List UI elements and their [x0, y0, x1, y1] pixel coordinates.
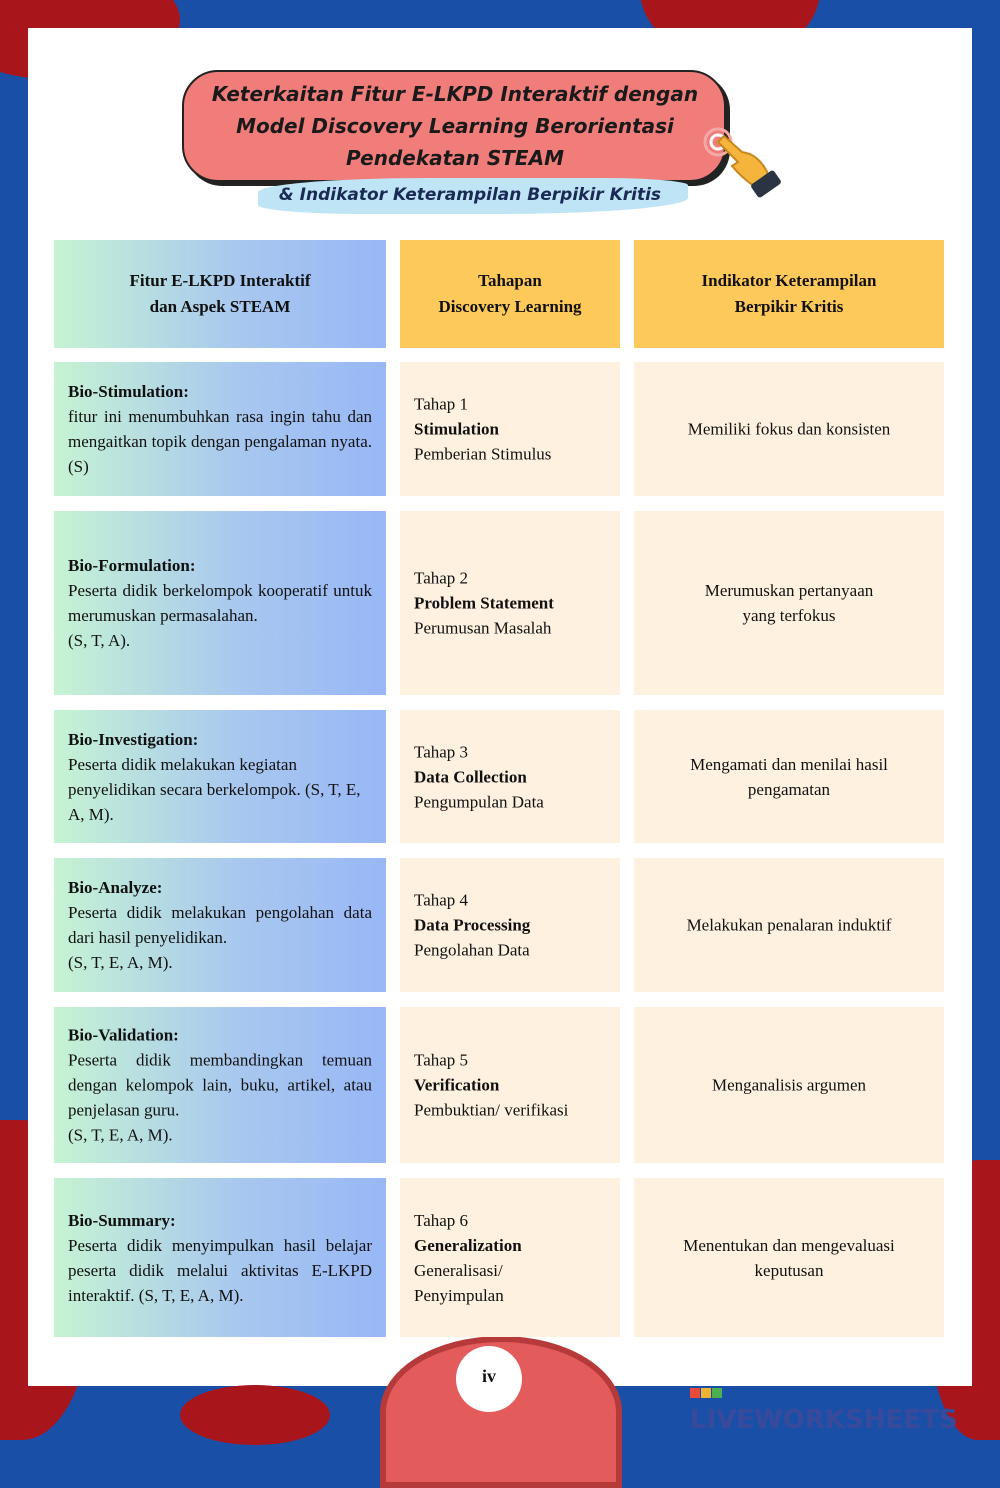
- title-line: Model Discovery Learning Berorientasi: [236, 114, 674, 138]
- header-label: Fitur E-LKPD Interaktif dan Aspek STEAM: [129, 271, 311, 316]
- table-row-stage: [400, 362, 620, 496]
- stage-name: Stimulation: [414, 419, 500, 439]
- table-row-stage: [400, 511, 620, 695]
- indicator-text: Mengamati dan menilai hasil pengamatan: [690, 754, 888, 799]
- table-row-indicator: [634, 511, 944, 695]
- feature-description: Peserta didik menyimpulkan hasil belajar peserta didik melalui aktivitas E-LKPD interaktif. (S, T, E, A, M).: [68, 1235, 372, 1305]
- page-title: [200, 78, 710, 174]
- feature-description: Peserta didik membandingkan temuan dengan kelompok lain, buku, artikel, atau penjelasan guru. (S, T, E, A, M).: [68, 1050, 372, 1145]
- indicator-text: Melakukan penalaran induktif: [686, 915, 892, 935]
- stage-number: Tahap 5: [414, 1050, 469, 1070]
- feature-title: Bio-Investigation:: [68, 729, 199, 749]
- feature-title: Bio-Formulation:: [68, 556, 196, 575]
- stage-description: Perumusan Masalah: [414, 618, 552, 638]
- stage-number: Tahap 4: [414, 890, 469, 910]
- stage-name: Data Collection: [414, 767, 527, 786]
- liveworksheets-logo[interactable]: [690, 1375, 990, 1435]
- table-row-indicator: [634, 858, 944, 992]
- table-header-features: [54, 240, 386, 348]
- table-row-feature: [54, 1007, 386, 1163]
- stage-number: Tahap 3: [414, 742, 469, 761]
- logo-text: LIVEWORKSHEETS: [690, 1405, 958, 1435]
- title-line: Keterkaitan Fitur E-LKPD Interaktif dengan: [211, 82, 699, 106]
- stage-description: Pengolahan Data: [414, 940, 530, 960]
- feature-description: Peserta didik melakukan kegiatan penyelidikan secara berkelompok. (S, T, E, A, M).: [68, 754, 361, 824]
- feature-title: Bio-Summary:: [68, 1210, 176, 1230]
- table-row-indicator: [634, 710, 944, 843]
- page-subtitle: & Indikator Keterampilan Berpikir Kritis: [278, 185, 662, 205]
- table-row-stage: [400, 1178, 620, 1337]
- header-label: Tahapan Discovery Learning: [438, 271, 582, 316]
- feature-description: Peserta didik melakukan pengolahan data dari hasil penyelidikan. (S, T, E, A, M).: [68, 903, 372, 972]
- feature-description: Peserta didik berkelompok kooperatif untuk merumuskan permasalahan. (S, T, A).: [68, 581, 372, 650]
- indicator-text: Menentukan dan mengevaluasi keputusan: [683, 1235, 895, 1280]
- table-row-feature: [54, 858, 386, 992]
- indicator-text: Memiliki fokus dan konsisten: [687, 419, 891, 439]
- logo-square-icon: [712, 1388, 722, 1398]
- table-row-stage: [400, 858, 620, 992]
- logo-square-icon: [701, 1388, 711, 1398]
- table-row-indicator: [634, 1178, 944, 1337]
- table-row-stage: [400, 710, 620, 843]
- stage-number: Tahap 2: [414, 568, 469, 588]
- stage-description: Pemberian Stimulus: [414, 444, 552, 464]
- stage-description: Pembuktian/ verifikasi: [414, 1100, 569, 1120]
- stage-name: Problem Statement: [414, 593, 554, 613]
- table-row-indicator: [634, 1007, 944, 1163]
- stage-name: Data Processing: [414, 915, 531, 935]
- stage-number: Tahap 6: [414, 1210, 469, 1230]
- feature-title: Bio-Validation:: [68, 1025, 179, 1045]
- table-row-feature: [54, 511, 386, 695]
- decor-red-shape: [180, 1385, 330, 1445]
- pointing-hand-icon: [702, 124, 786, 208]
- stage-description: Pengumpulan Data: [414, 792, 544, 811]
- stage-name: Generalization: [414, 1235, 522, 1255]
- table-row-stage: [400, 1007, 620, 1163]
- page-number: iv: [481, 1366, 496, 1386]
- title-line: Pendekatan STEAM: [346, 146, 564, 170]
- table-row-feature: [54, 710, 386, 843]
- stage-number: Tahap 1: [414, 394, 469, 414]
- stage-name: Verification: [414, 1075, 500, 1095]
- table-header-stages: [400, 240, 620, 348]
- table-row-indicator: [634, 362, 944, 496]
- table-row-feature: [54, 362, 386, 496]
- feature-title: Bio-Analyze:: [68, 878, 163, 897]
- feature-description: fitur ini menumbuhkan rasa ingin tahu dan mengaitkan topik dengan pengalaman nyata. (S): [68, 407, 372, 476]
- logo-square-icon: [690, 1388, 700, 1398]
- indicator-text: Menganalisis argumen: [711, 1075, 867, 1095]
- header-label: Indikator Keterampilan Berpikir Kritis: [701, 271, 877, 316]
- stage-description: Generalisasi/ Penyimpulan: [414, 1260, 504, 1305]
- indicator-text: Merumuskan pertanyaan yang terfokus: [704, 581, 874, 625]
- table-row-feature: [54, 1178, 386, 1337]
- table-header-indicators: [634, 240, 944, 348]
- feature-title: Bio-Stimulation:: [68, 382, 189, 401]
